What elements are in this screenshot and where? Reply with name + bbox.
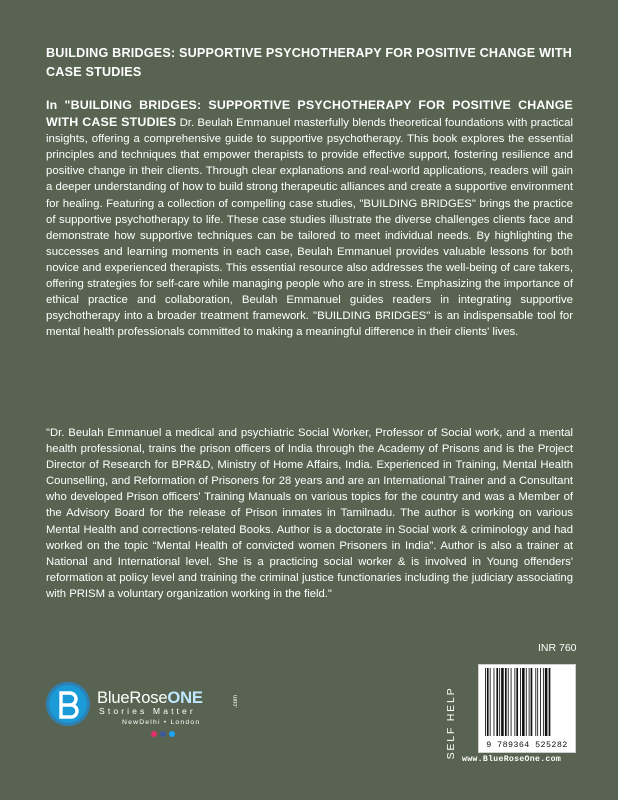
- barcode-icon: [483, 668, 571, 736]
- facebook-icon: [160, 731, 166, 737]
- publisher-tagline: Stories Matter: [99, 706, 196, 716]
- book-description: [46, 97, 573, 340]
- instagram-icon: [151, 731, 157, 737]
- price-label: INR 760: [538, 642, 577, 654]
- description-lead: In "BUILDING BRIDGES: SUPPORTIVE PSYCHOTHERAPY FOR POSITIVE CHANGE WITH CASE STUDIES: [46, 98, 573, 130]
- description-body: Dr. Beulah Emmanuel masterfully blends theoretical foundations with practical insights, offering a comprehensive guide to supportive psychotherapy. This book explores the essential principles and techniques that empower therapists to provide effective support, fostering resilience and positive change in their clients. Through clear explanations and real-world applications, readers will gain a deeper understanding of how to build strong therapeutic alliances and create a supportive environment for healing. Featuring a collection of compelling case studies, "BUILDING BRIDGES" brings the practice of supportive psychotherapy to life. These case studies illustrate the diverse challenges clients face and demonstrate how supportive techniques can be tailored to meet individual needs. By highlighting the successes and learning moments in each case, Beulah Emmanuel provides valuable lessons for both novice and experienced therapists. This essential resource also addresses the well-being of care takers, offering strategies for self-care while managing people who are in stress. Emphasizing the importance of ethical practice and collaboration, Beulah Emmanuel guides readers in integrating supportive psychotherapy into a broader treatment framework. "BUILDING BRIDGES" is an indispensable tool for mental health professionals committed to making a meaningful difference in their clients' lives.: [46, 117, 573, 339]
- publisher-name-part1: BlueRose: [97, 688, 168, 707]
- social-icons: [151, 731, 175, 737]
- publisher-name-part2: ONE: [167, 688, 203, 707]
- category-label: SELF HELP: [445, 686, 457, 760]
- publisher-logo: [46, 682, 90, 726]
- isbn-barcode: [478, 664, 576, 753]
- publisher-cities: NewDelhi • London: [122, 719, 201, 726]
- publisher-website: www.BlueRoseOne.com: [462, 755, 562, 764]
- b-logo-icon: [46, 682, 90, 726]
- publisher-com: .com: [233, 694, 239, 708]
- twitter-icon: [169, 731, 175, 737]
- publisher-name: [97, 688, 203, 708]
- isbn-number: 9 789364 525282: [486, 740, 568, 750]
- author-bio: "Dr. Beulah Emmanuel a medical and psychiatric Social Worker, Professor of Social work, and a mental health professional, trains the prison officers of India through the Academy of Prisons and is the Project Director of Research for BPR&D, Ministry of Home Affairs, India. Experienced in Training, Mental Health Counselling, and Reformation of Prisoners for 28 years and are an International Trainer and a Consultant who developed Prison officers' Training Manuals on various topics for the country and was a Member of the Advisory Board for the release of Prison inmates in Tamilnadu. The author is working on various Mental Health and corrections-related Books. Author is a doctorate in Social work & criminology and had worked on the topic “Mental Health of convicted women Prisoners in India”. Author is also a trainer at National and International level. She is a practicing social worker & is involved in Young offenders' reformation at policy level and training the criminal justice functionaries including the judiciary associating with PRISM a voluntary organization working in the field.": [46, 427, 573, 600]
- book-title: BUILDING BRIDGES: SUPPORTIVE PSYCHOTHERAPY FOR POSITIVE CHANGE WITH CASE STUDIES: [46, 46, 573, 79]
